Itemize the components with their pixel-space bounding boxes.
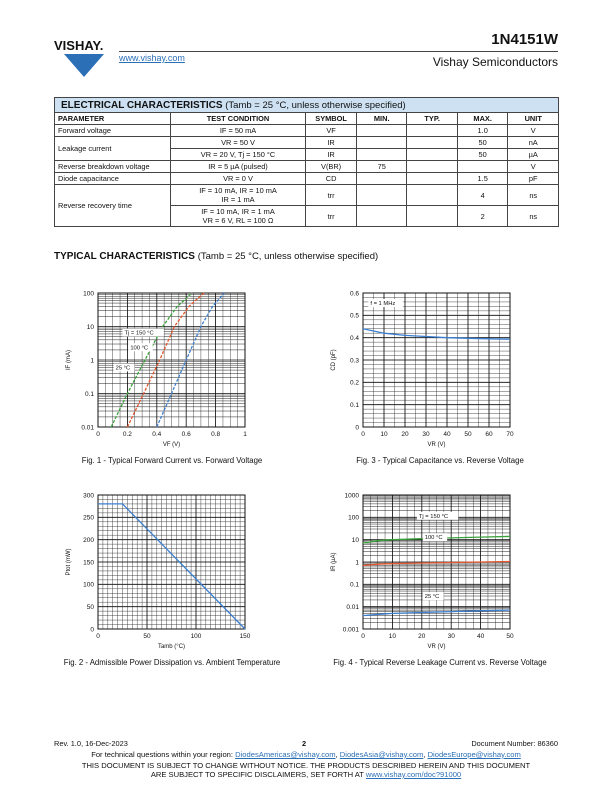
- cell-param: Diode capacitance: [55, 173, 171, 185]
- x-tick-label: 70: [506, 431, 514, 438]
- cell-typ: [407, 149, 457, 161]
- cell-param: Leakage current: [55, 137, 171, 161]
- table-header-row: [55, 113, 559, 125]
- logo-text: VISHAY.: [54, 38, 104, 53]
- x-tick-label: 0: [96, 633, 100, 640]
- y-tick-label: 150: [83, 559, 94, 567]
- x-tick-label: 0: [96, 431, 100, 438]
- y-tick-label: 0.3: [349, 357, 359, 365]
- x-tick-label: 40: [443, 431, 451, 438]
- annotation-label: f = 1 MHz: [370, 301, 396, 308]
- col-header: SYMBOL: [306, 113, 357, 125]
- cell-cond: [170, 185, 305, 206]
- cell-cond: [170, 206, 305, 227]
- x-tick-label: 50: [464, 431, 472, 438]
- y-axis-label: Ptot (mW): [66, 548, 72, 576]
- sep: ,: [335, 750, 340, 759]
- cell-unit: V: [508, 161, 559, 173]
- contact-prefix: For technical questions within your region:: [91, 750, 236, 759]
- annotation-label: 100 °C: [130, 345, 149, 352]
- col-header: MIN.: [356, 113, 406, 125]
- electrical-characteristics-table: [54, 97, 559, 227]
- cell-max: 1.0: [457, 125, 508, 137]
- footer-document-number: Document Number: 86360: [471, 739, 558, 748]
- y-tick-label: 0.4: [349, 334, 359, 342]
- y-tick-label: 300: [83, 492, 94, 500]
- chart-fig3: [325, 285, 525, 450]
- cell-cond-line: VR = 6 V, RL = 100 Ω: [202, 216, 274, 225]
- x-tick-label: 30: [447, 633, 455, 640]
- x-axis-label: VR (V): [427, 442, 446, 448]
- footer-disclaimer-line1: THIS DOCUMENT IS SUBJECT TO CHANGE WITHOUT NOTICE. THE PRODUCTS DESCRIBED HEREIN AND THIS DOCUMENT: [81, 761, 531, 770]
- cell-cond: VR = 20 V, Tj = 150 °C: [170, 149, 305, 161]
- x-tick-label: 50: [506, 633, 514, 640]
- cell-symbol: V(BR): [306, 161, 357, 173]
- y-tick-label: 0.5: [349, 312, 359, 320]
- cell-min: [356, 149, 406, 161]
- y-tick-label: 0.01: [81, 424, 94, 432]
- x-tick-label: 30: [422, 431, 430, 438]
- annotation-label: 25 °C: [115, 365, 131, 372]
- cell-symbol: trr: [306, 185, 357, 206]
- annotation-label: Tj = 150 °C: [124, 330, 154, 337]
- chart-fig4: [325, 487, 525, 652]
- col-header: MAX.: [457, 113, 508, 125]
- table-row: [55, 137, 559, 149]
- caption-fig2: Fig. 2 - Admissible Power Dissipation vs. Ambient Temperature: [63, 658, 281, 667]
- table-title: ELECTRICAL CHARACTERISTICS: [61, 99, 223, 111]
- cell-typ: [407, 185, 457, 206]
- x-tick-label: 150: [239, 633, 251, 640]
- y-tick-label: 100: [83, 290, 94, 298]
- website-link[interactable]: www.vishay.com: [119, 53, 185, 63]
- cell-cond: IR = 5 µA (pulsed): [170, 161, 305, 173]
- cell-unit: nA: [508, 137, 559, 149]
- x-axis-label: VF (V): [162, 442, 181, 448]
- y-tick-label: 250: [83, 514, 94, 522]
- x-tick-label: 0.8: [211, 431, 221, 438]
- y-tick-label: 0.1: [349, 401, 359, 409]
- cell-symbol: CD: [306, 173, 357, 185]
- sep: ,: [423, 750, 428, 759]
- cell-max: [457, 161, 508, 173]
- cell-unit: µA: [508, 149, 559, 161]
- y-tick-label: 1000: [344, 492, 359, 500]
- y-tick-label: 0.1: [84, 390, 94, 398]
- cell-min: [356, 125, 406, 137]
- annotation-label: 100 °C: [424, 535, 443, 542]
- cell-cond: VR = 50 V: [170, 137, 305, 149]
- caption-fig3: Fig. 3 - Typical Capacitance vs. Reverse Voltage: [356, 456, 524, 465]
- x-tick-label: 0: [361, 633, 365, 640]
- x-tick-label: 0.2: [122, 431, 132, 438]
- y-axis-label: IF (mA): [66, 350, 72, 370]
- chart-fig1: [60, 285, 260, 450]
- email-americas-link[interactable]: DiodesAmericas@vishay.com: [235, 750, 336, 759]
- y-tick-label: 1: [355, 559, 359, 567]
- footer-revision: Rev. 1.0, 16-Dec-2023: [54, 739, 128, 748]
- table-row: [55, 125, 559, 137]
- footer-page: 2: [302, 739, 307, 748]
- cell-symbol: IR: [306, 149, 357, 161]
- part-number: 1N4151W: [491, 31, 558, 48]
- y-tick-label: 100: [83, 581, 94, 589]
- email-europe-link[interactable]: DiodesEurope@vishay.com: [427, 750, 521, 759]
- y-tick-label: 100: [348, 514, 359, 522]
- caption-fig1: Fig. 1 - Typical Forward Current vs. Forward Voltage: [81, 456, 263, 465]
- y-tick-label: 1: [90, 357, 94, 365]
- cell-cond-line: IR = 1 mA: [221, 195, 255, 204]
- annotation-label: Tj = 150 °C: [418, 513, 449, 520]
- email-asia-link[interactable]: DiodesAsia@vishay.com: [339, 750, 424, 759]
- chart-fig2: [60, 487, 260, 652]
- y-tick-label: 200: [83, 536, 94, 544]
- x-tick-label: 10: [380, 431, 388, 438]
- col-header: UNIT: [508, 113, 559, 125]
- cell-symbol: VF: [306, 125, 357, 137]
- cell-symbol: trr: [306, 206, 357, 227]
- col-header: TYP.: [407, 113, 457, 125]
- y-tick-label: 10: [351, 536, 359, 544]
- table-title-cell: [55, 98, 559, 113]
- cell-unit: V: [508, 125, 559, 137]
- cell-min: [356, 206, 406, 227]
- y-tick-label: 0.1: [349, 581, 359, 589]
- x-tick-label: 20: [401, 431, 409, 438]
- typical-heading: [54, 251, 378, 262]
- x-tick-label: 60: [485, 431, 493, 438]
- cell-param: Reverse recovery time: [55, 185, 171, 227]
- cell-unit: pF: [508, 173, 559, 185]
- disclaimer-prefix: ARE SUBJECT TO SPECIFIC DISCLAIMERS, SET FORTH AT: [150, 770, 366, 779]
- cell-cond-line: IF = 10 mA, IR = 10 mA: [199, 186, 277, 195]
- cell-param: Forward voltage: [55, 125, 171, 137]
- x-tick-label: 0.6: [181, 431, 191, 438]
- company-name: Vishay Semiconductors: [432, 55, 558, 69]
- cell-typ: [407, 173, 457, 185]
- cell-unit: ns: [508, 185, 559, 206]
- header-rule: [119, 51, 558, 52]
- y-tick-label: 10: [86, 323, 94, 331]
- col-header: PARAMETER: [55, 113, 171, 125]
- cell-param: Reverse breakdown voltage: [55, 161, 171, 173]
- x-tick-label: 20: [418, 633, 426, 640]
- cell-typ: [407, 137, 457, 149]
- x-tick-label: 100: [190, 633, 202, 640]
- x-tick-label: 0: [361, 431, 365, 438]
- y-tick-label: 0.2: [349, 379, 359, 387]
- table-row: [55, 161, 559, 173]
- cell-typ: [407, 161, 457, 173]
- typical-title: TYPICAL CHARACTERISTICS: [54, 251, 195, 262]
- cell-typ: [407, 206, 457, 227]
- x-tick-label: 10: [388, 633, 397, 640]
- y-tick-label: 0.6: [349, 290, 359, 298]
- cell-min: 75: [356, 161, 406, 173]
- cell-max: 4: [457, 185, 508, 206]
- vishay-logo: [53, 34, 115, 78]
- y-axis-label: CD (pF): [331, 349, 337, 371]
- table-row: [55, 185, 559, 206]
- cell-min: [356, 137, 406, 149]
- caption-fig4: Fig. 4 - Typical Reverse Leakage Current vs. Reverse Voltage: [333, 658, 547, 667]
- y-tick-label: 0.001: [342, 626, 359, 634]
- cell-typ: [407, 125, 457, 137]
- footer-contact: [0, 750, 612, 759]
- cell-cond-line: IF = 10 mA, IR = 1 mA: [201, 207, 275, 216]
- x-tick-label: 0.4: [152, 431, 162, 438]
- footer-disclaimer-line2: [0, 770, 612, 779]
- annotation-label: 25 °C: [424, 594, 440, 601]
- y-tick-label: 50: [86, 603, 94, 611]
- y-axis-label: IR (µA): [331, 552, 337, 572]
- cell-cond: VR = 0 V: [170, 173, 305, 185]
- y-tick-label: 0: [90, 626, 94, 634]
- x-axis-label: VR (V): [427, 644, 446, 650]
- x-tick-label: 40: [476, 633, 485, 640]
- x-tick-label: 50: [143, 633, 151, 640]
- cell-unit: ns: [508, 206, 559, 227]
- cell-max: 2: [457, 206, 508, 227]
- cell-symbol: IR: [306, 137, 357, 149]
- y-tick-label: 0.01: [346, 603, 359, 611]
- cell-max: 50: [457, 149, 508, 161]
- x-axis-label: Tamb (°C): [157, 644, 186, 650]
- y-tick-label: 0: [355, 424, 359, 432]
- disclaimer-link[interactable]: www.vishay.com/doc?91000: [365, 770, 462, 779]
- col-header: TEST CONDITION: [170, 113, 305, 125]
- cell-max: 50: [457, 137, 508, 149]
- table-condition: (Tamb = 25 °C, unless otherwise specified): [225, 99, 406, 111]
- cell-min: [356, 173, 406, 185]
- x-tick-label: 1: [243, 431, 247, 438]
- typical-condition: (Tamb = 25 °C, unless otherwise specified): [197, 251, 379, 262]
- cell-min: [356, 185, 406, 206]
- table-row: [55, 173, 559, 185]
- cell-cond: IF = 50 mA: [170, 125, 305, 137]
- cell-max: 1.5: [457, 173, 508, 185]
